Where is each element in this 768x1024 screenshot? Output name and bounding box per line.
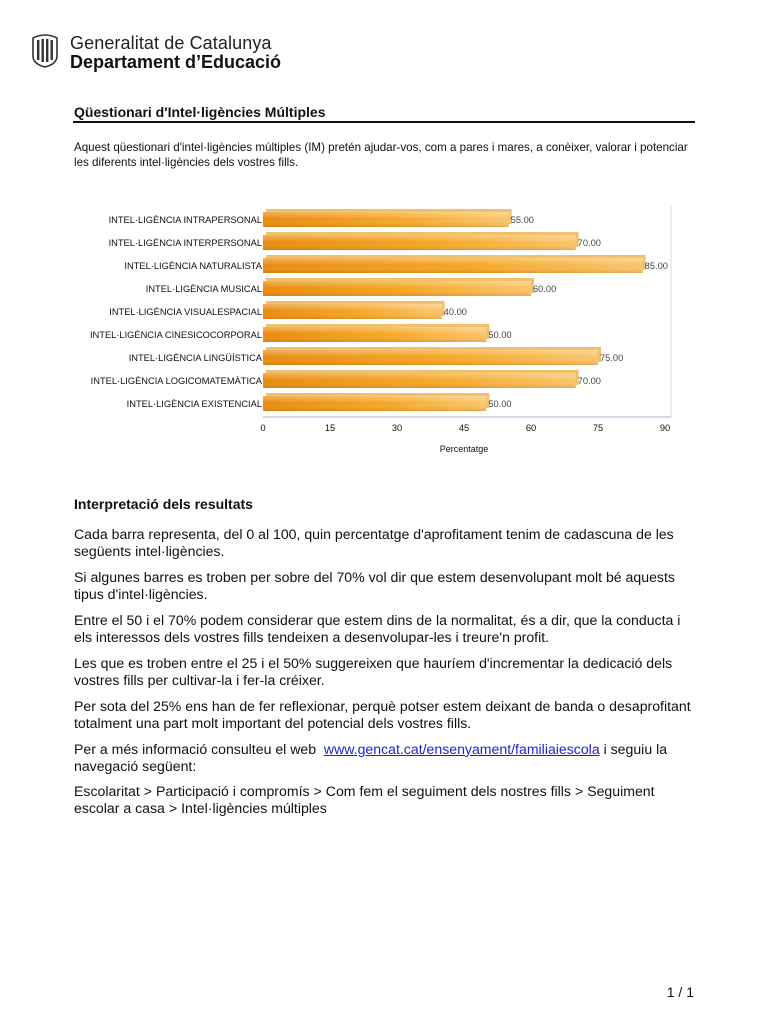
nav-separator: >	[574, 783, 584, 799]
value-label: 50.00	[488, 399, 512, 409]
category-label: INTEL·LIGÈNCIA LINGÜÍSTICA	[128, 353, 262, 363]
value-label: 40.00	[443, 307, 467, 317]
x-tick-label: 45	[458, 423, 470, 433]
category-label: INTEL·LIGÈNCIA MUSICAL	[145, 284, 262, 294]
interpretation-paragraph-4: Les que es troben entre el 25 i el 50% suggereixen que hauríem d'incrementar la dedicació dels vostres fills per cultivar-la i fer-la créixer.	[74, 655, 673, 688]
interpretation-paragraph-1: Cada barra representa, del 0 al 100, quin percentatge d'aprofitament tenim de cadascuna de les següents intel·ligències.	[74, 526, 674, 559]
nav-step: Participació i compromís	[156, 783, 310, 799]
more-info-text-after: i seguiu la navegació següent:	[74, 741, 668, 774]
bar-shading	[263, 373, 576, 388]
x-tick-label: 60	[525, 423, 537, 433]
more-info-paragraph	[74, 741, 696, 775]
category-label: INTEL·LIGÈNCIA INTRAPERSONAL	[108, 215, 262, 225]
value-label: 60.00	[533, 284, 557, 294]
page-number: 1 / 1	[666, 984, 694, 1000]
nav-step: Seguiment escolar a casa	[74, 783, 655, 816]
catalan-flag-bars-icon	[30, 34, 60, 68]
interpretation-paragraph-2: Si algunes barres es troben per sobre del 70% vol dir que estem desenvolupant molt bé aquests tipus d'intel·ligències.	[74, 569, 675, 602]
intro-paragraph: Aquest qüestionari d'intel·ligències múltiples (IM) pretén ajudar-vos, com a pares i mares, a conèixer, valorar i potenciar les diferents intel·ligències dels vostres fills.	[74, 141, 688, 169]
interpretation-paragraph-3: Entre el 50 i el 70% podem considerar que estem dins de la normalitat, és a dir, que la conducta i els interessos dels vostres fills tendeixen a desenvolupar-les i treure'n profit.	[74, 612, 681, 645]
value-label: 70.00	[577, 376, 601, 386]
value-label: 55.00	[510, 215, 534, 225]
interpretation-title: Interpretació dels resultats	[74, 496, 253, 512]
intelligences-bar-chart	[60, 200, 700, 460]
document-title: Qüestionari d'Intel·ligències Múltiples	[74, 104, 326, 120]
x-tick-label: 30	[391, 423, 403, 433]
value-label: 75.00	[600, 353, 624, 363]
bar-shading	[263, 350, 598, 365]
title-divider	[73, 121, 695, 123]
x-tick-label: 0	[260, 423, 266, 433]
bar-shading	[263, 212, 509, 227]
x-tick-label: 75	[592, 423, 604, 433]
category-label: INTEL·LIGÈNCIA INTERPERSONAL	[108, 238, 262, 248]
bar-shading	[263, 327, 486, 342]
nav-separator: >	[313, 783, 322, 799]
category-label: INTEL·LIGÈNCIA EXISTENCIAL	[126, 399, 262, 409]
organization-name: Generalitat de Catalunya	[70, 33, 272, 53]
bar-shading	[263, 304, 442, 319]
bar-shading	[263, 258, 643, 273]
nav-step: Escolaritat	[74, 783, 140, 799]
gencat-web-link[interactable]: www.gencat.cat/ensenyament/familiaiescola	[323, 741, 600, 757]
x-tick-label: 90	[659, 423, 671, 433]
value-label: 70.00	[577, 238, 601, 248]
bar-shading	[263, 235, 576, 250]
nav-step: Intel·ligències múltiples	[181, 800, 327, 816]
x-tick-label: 15	[324, 423, 336, 433]
interpretation-paragraph-5: Per sota del 25% ens han de fer reflexionar, perquè potser estem deixant de banda o desaprofitant totalment una part molt important del potencial dels vostres fills.	[74, 698, 691, 731]
nav-step: Com fem el seguiment dels nostres fills	[325, 783, 571, 799]
bar-shading	[263, 396, 486, 411]
category-label: INTEL·LIGÈNCIA LOGICOMATEMÀTICA	[90, 376, 262, 386]
navigation-path	[74, 783, 696, 817]
department-name: Departament d’Educació	[70, 52, 282, 72]
nav-separator: >	[143, 783, 153, 799]
value-label: 50.00	[488, 330, 512, 340]
category-label: INTEL·LIGÈNCIA NATURALISTA	[124, 261, 262, 271]
more-info-text: Per a més informació consulteu el web	[74, 741, 317, 757]
nav-separator: >	[168, 800, 178, 816]
bar-shading	[263, 281, 531, 296]
value-label: 85.00	[644, 261, 668, 271]
category-label: INTEL·LIGÈNCIA VISUALESPACIAL	[109, 307, 262, 317]
category-label: INTEL·LIGÈNCIA CINESICOCORPORAL	[89, 330, 262, 340]
x-axis-title: Percentatge	[439, 444, 489, 454]
